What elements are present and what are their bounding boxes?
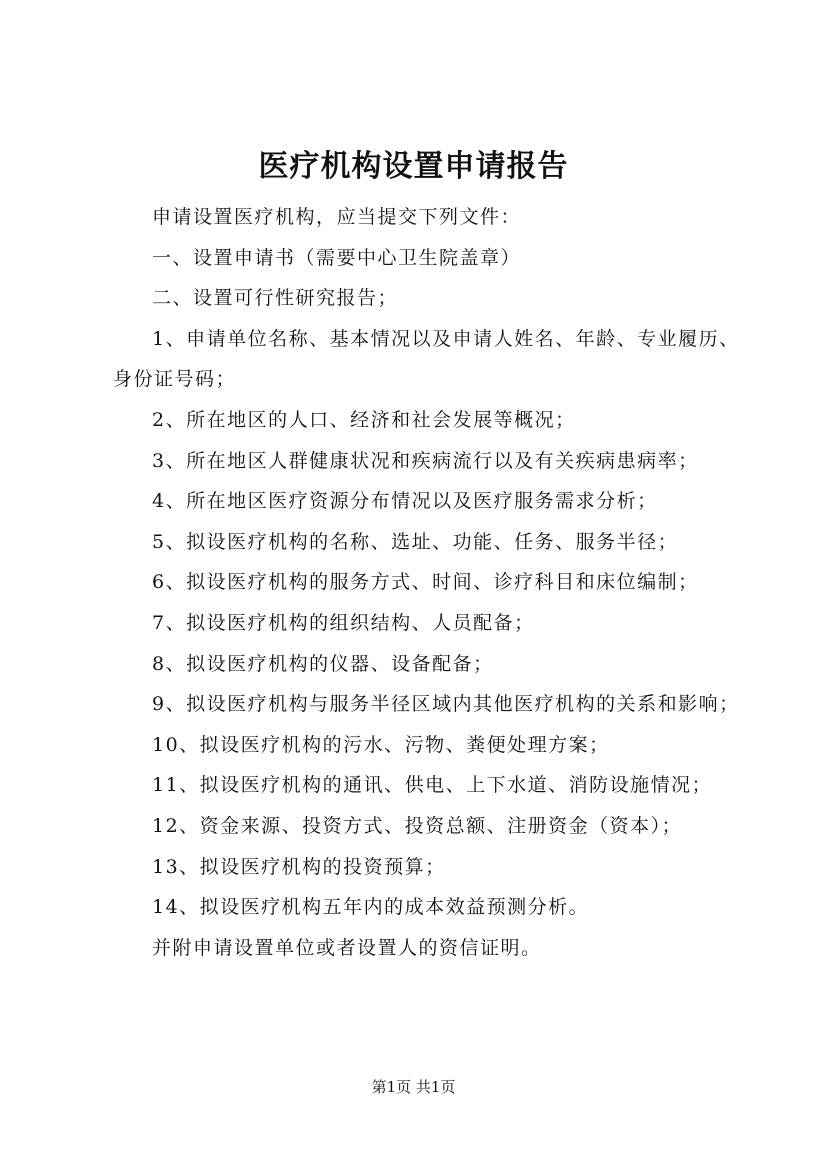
page-footer: 第1页 共1页 bbox=[371, 1078, 456, 1096]
paragraph-sub-6: 6、拟设医疗机构的服务方式、时间、诊疗科目和床位编制； bbox=[152, 571, 699, 594]
paragraph-sub-1: 1、申请单位名称、基本情况以及申请人姓名、年龄、专业履历、身份证号码； bbox=[113, 327, 740, 391]
document-body bbox=[113, 197, 743, 968]
paragraph-sub-13: 13、拟设医疗机构的投资预算； bbox=[152, 855, 446, 878]
paragraph-sub-11: 11、拟设医疗机构的通讯、供电、上下水道、消防设施情况； bbox=[152, 774, 713, 797]
paragraph-sub-10: 10、拟设医疗机构的污水、污物、粪便处理方案； bbox=[152, 733, 610, 756]
paragraph-intro: 申请设置医疗机构，应当提交下列文件： bbox=[152, 206, 522, 228]
paragraph-sub-4: 4、所在地区医疗资源分布情况以及医疗服务需求分析； bbox=[152, 490, 658, 513]
paragraph-sub-14: 14、拟设医疗机构五年内的成本效益预测分析。 bbox=[152, 896, 590, 919]
paragraph-sub-12: 12、资金来源、投资方式、投资总额、注册资金（资本）； bbox=[152, 814, 683, 837]
paragraph-item-1: 一、设置申请书（需要中心卫生院盖章） bbox=[152, 246, 522, 269]
paragraph-sub-3: 3、所在地区人群健康状况和疾病流行以及有关疾病患病率； bbox=[152, 449, 699, 472]
paragraph-sub-2: 2、所在地区的人口、经济和社会发展等概况； bbox=[152, 408, 576, 431]
document-title: 医疗机构设置申请报告 bbox=[258, 149, 569, 184]
paragraph-item-2: 二、设置可行性研究报告； bbox=[152, 287, 399, 310]
paragraph-sub-5: 5、拟设医疗机构的名称、选址、功能、任务、服务半径； bbox=[152, 530, 679, 553]
paragraph-sub-8: 8、拟设医疗机构的仪器、设备配备； bbox=[152, 652, 494, 675]
paragraph-sub-7: 7、拟设医疗机构的组织结构、人员配备； bbox=[152, 611, 535, 634]
paragraph-sub-9: 9、拟设医疗机构与服务半径区域内其他医疗机构的关系和影响； bbox=[152, 693, 740, 716]
paragraph-closing: 并附申请设置单位或者设置人的资信证明。 bbox=[152, 936, 542, 959]
